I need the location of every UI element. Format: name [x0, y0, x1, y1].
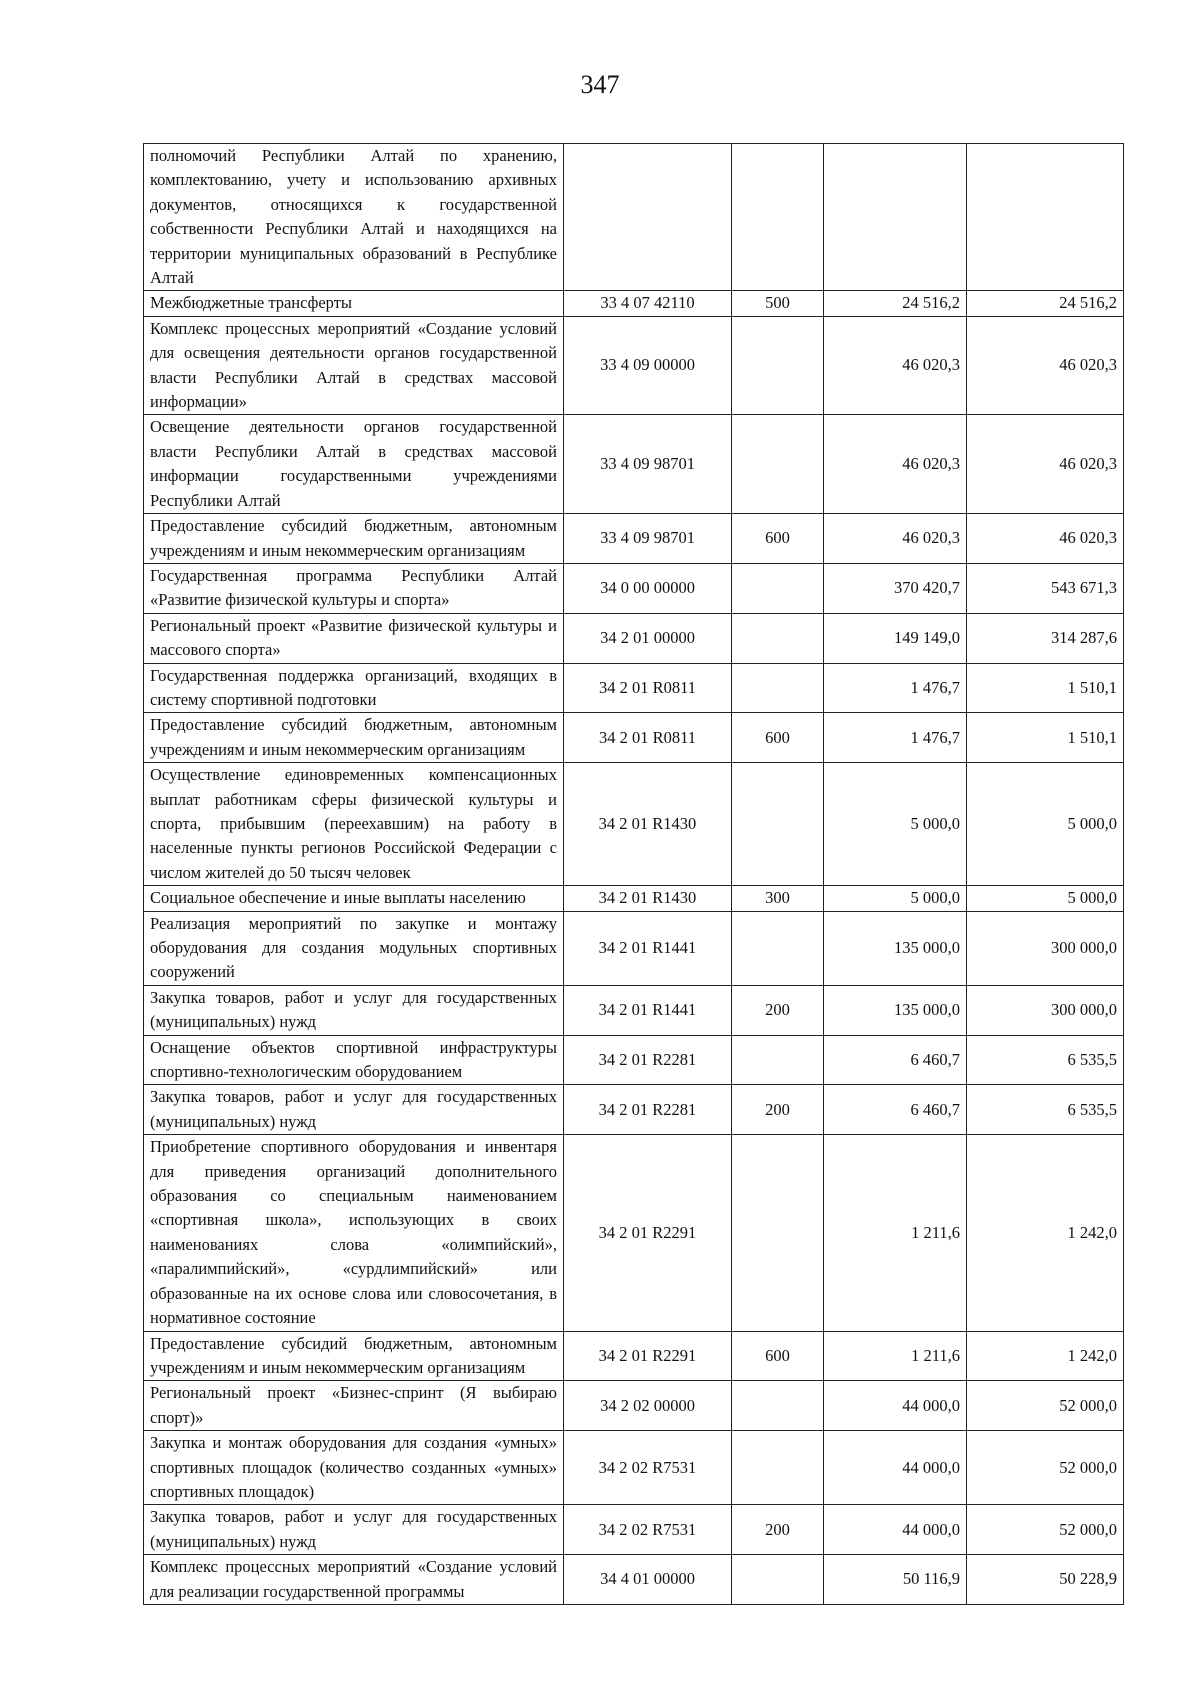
row-amount-year2-cell: 5 000,0: [967, 763, 1124, 886]
row-code-cell: 34 2 02 00000: [564, 1381, 732, 1431]
row-code-cell: 33 4 09 98701: [564, 514, 732, 564]
row-expense-type-cell: [732, 763, 824, 886]
row-name-cell: Оснащение объектов спортивной инфраструктуры спортивно-технологическим оборудованием: [144, 1035, 564, 1085]
row-amount-year2-cell: 314 287,6: [967, 613, 1124, 663]
row-amount-year1-cell: 24 516,2: [824, 291, 967, 316]
row-name-cell: Предоставление субсидий бюджетным, автономным учреждениям и иным некоммерческим организациям: [144, 1331, 564, 1381]
row-amount-year1-cell: 1 211,6: [824, 1331, 967, 1381]
table-row: [144, 291, 1124, 316]
row-name-cell: Государственная программа Республики Алтай «Развитие физической культуры и спорта»: [144, 563, 564, 613]
row-code-cell: 33 4 09 00000: [564, 316, 732, 415]
row-amount-year2-cell: 5 000,0: [967, 886, 1124, 911]
table-row: [144, 613, 1124, 663]
row-name-cell: Закупка товаров, работ и услуг для государственных (муниципальных) нужд: [144, 1505, 564, 1555]
table-row: [144, 563, 1124, 613]
row-expense-type-cell: 600: [732, 1331, 824, 1381]
row-code-cell: 34 2 01 R1441: [564, 911, 732, 985]
budget-table-body: [144, 144, 1124, 1605]
table-row: [144, 911, 1124, 985]
row-code-cell: 34 2 01 R2281: [564, 1085, 732, 1135]
row-amount-year1-cell: 135 000,0: [824, 911, 967, 985]
row-amount-year2-cell: [967, 144, 1124, 291]
row-name-cell: Осуществление единовременных компенсационных выплат работникам сферы физической культуры и спорта, прибывшим (переехавшим) на работу в населенные пункты регионов Российской Федерации с числом жителей до 50 тысяч человек: [144, 763, 564, 886]
row-expense-type-cell: 200: [732, 985, 824, 1035]
row-expense-type-cell: 300: [732, 886, 824, 911]
row-name-cell: Предоставление субсидий бюджетным, автономным учреждениям и иным некоммерческим организациям: [144, 514, 564, 564]
row-name-cell: Социальное обеспечение и иные выплаты населению: [144, 886, 564, 911]
row-amount-year2-cell: 46 020,3: [967, 514, 1124, 564]
row-expense-type-cell: [732, 663, 824, 713]
table-row: [144, 144, 1124, 291]
table-row: [144, 415, 1124, 514]
table-row: [144, 1431, 1124, 1505]
row-amount-year2-cell: 6 535,5: [967, 1085, 1124, 1135]
row-code-cell: 34 0 00 00000: [564, 563, 732, 613]
row-name-cell: Освещение деятельности органов государственной власти Республики Алтай в средствах массовой информации государственными учреждениями Республики Алтай: [144, 415, 564, 514]
row-code-cell: 34 2 01 R1430: [564, 763, 732, 886]
row-name-cell: Комплекс процессных мероприятий «Создание условий для освещения деятельности органов государственной власти Республики Алтай в средствах массовой информации»: [144, 316, 564, 415]
row-amount-year1-cell: 6 460,7: [824, 1085, 967, 1135]
row-amount-year2-cell: 52 000,0: [967, 1381, 1124, 1431]
row-amount-year1-cell: 44 000,0: [824, 1431, 967, 1505]
row-amount-year2-cell: 6 535,5: [967, 1035, 1124, 1085]
row-name-cell: Межбюджетные трансферты: [144, 291, 564, 316]
row-code-cell: 34 4 01 00000: [564, 1555, 732, 1605]
page-number: 347: [580, 70, 620, 99]
table-row: [144, 1381, 1124, 1431]
row-name-cell: Закупка и монтаж оборудования для создания «умных» спортивных площадок (количество созданных «умных» спортивных площадок): [144, 1431, 564, 1505]
table-row: [144, 1035, 1124, 1085]
row-code-cell: 34 2 02 R7531: [564, 1431, 732, 1505]
row-amount-year1-cell: 5 000,0: [824, 886, 967, 911]
row-expense-type-cell: 600: [732, 713, 824, 763]
row-expense-type-cell: [732, 1381, 824, 1431]
row-expense-type-cell: [732, 144, 824, 291]
row-code-cell: 34 2 01 R2291: [564, 1135, 732, 1331]
row-amount-year1-cell: 46 020,3: [824, 514, 967, 564]
row-code-cell: 34 2 01 R1430: [564, 886, 732, 911]
row-code-cell: 34 2 01 R2281: [564, 1035, 732, 1085]
row-expense-type-cell: 600: [732, 514, 824, 564]
row-name-cell: Государственная поддержка организаций, входящих в систему спортивной подготовки: [144, 663, 564, 713]
row-code-cell: 34 2 02 R7531: [564, 1505, 732, 1555]
table-row: [144, 886, 1124, 911]
row-amount-year2-cell: 46 020,3: [967, 316, 1124, 415]
row-amount-year2-cell: 52 000,0: [967, 1505, 1124, 1555]
row-name-cell: Реализация мероприятий по закупке и монтажу оборудования для создания модульных спортивных сооружений: [144, 911, 564, 985]
row-expense-type-cell: 200: [732, 1085, 824, 1135]
row-name-cell: Закупка товаров, работ и услуг для государственных (муниципальных) нужд: [144, 1085, 564, 1135]
row-amount-year1-cell: 1 211,6: [824, 1135, 967, 1331]
row-amount-year1-cell: 1 476,7: [824, 713, 967, 763]
row-expense-type-cell: 500: [732, 291, 824, 316]
row-name-cell: Закупка товаров, работ и услуг для государственных (муниципальных) нужд: [144, 985, 564, 1035]
row-amount-year1-cell: 44 000,0: [824, 1505, 967, 1555]
row-code-cell: 33 4 09 98701: [564, 415, 732, 514]
row-code-cell: 34 2 01 R0811: [564, 663, 732, 713]
row-amount-year1-cell: 50 116,9: [824, 1555, 967, 1605]
table-row: [144, 316, 1124, 415]
row-expense-type-cell: [732, 1135, 824, 1331]
row-amount-year1-cell: 5 000,0: [824, 763, 967, 886]
row-amount-year1-cell: 370 420,7: [824, 563, 967, 613]
row-expense-type-cell: [732, 1035, 824, 1085]
table-row: [144, 1085, 1124, 1135]
row-name-cell: Приобретение спортивного оборудования и инвентаря для приведения организаций дополнительного образования со специальным наименованием «спортивная школа», использующих в своих наименованиях слова «олимпийский», «паралимпийский», «сурдлимпийский» или образованные на их основе слова или словосочетания, в нормативное состояние: [144, 1135, 564, 1331]
row-amount-year1-cell: 135 000,0: [824, 985, 967, 1035]
row-name-cell: Региональный проект «Бизнес-спринт (Я выбираю спорт)»: [144, 1381, 564, 1431]
row-amount-year2-cell: 46 020,3: [967, 415, 1124, 514]
row-name-cell: полномочий Республики Алтай по хранению, комплектованию, учету и использованию архивных документов, относящихся к государственной собственности Республики Алтай и находящихся на территории муниципальных образований в Республике Алтай: [144, 144, 564, 291]
row-amount-year2-cell: 24 516,2: [967, 291, 1124, 316]
row-code-cell: 34 2 01 R2291: [564, 1331, 732, 1381]
row-amount-year1-cell: 6 460,7: [824, 1035, 967, 1085]
row-amount-year1-cell: 44 000,0: [824, 1381, 967, 1431]
row-amount-year1-cell: 46 020,3: [824, 415, 967, 514]
row-amount-year1-cell: 1 476,7: [824, 663, 967, 713]
row-amount-year2-cell: 1 510,1: [967, 663, 1124, 713]
table-row: [144, 1331, 1124, 1381]
budget-table: [143, 143, 1124, 1605]
table-row: [144, 514, 1124, 564]
row-expense-type-cell: [732, 613, 824, 663]
row-name-cell: Комплекс процессных мероприятий «Создание условий для реализации государственной программы: [144, 1555, 564, 1605]
row-code-cell: 34 2 01 R0811: [564, 713, 732, 763]
row-expense-type-cell: [732, 1431, 824, 1505]
row-expense-type-cell: [732, 911, 824, 985]
row-amount-year2-cell: 300 000,0: [967, 911, 1124, 985]
row-amount-year1-cell: 46 020,3: [824, 316, 967, 415]
table-row: [144, 985, 1124, 1035]
row-code-cell: 34 2 01 R1441: [564, 985, 732, 1035]
row-expense-type-cell: [732, 563, 824, 613]
row-amount-year1-cell: 149 149,0: [824, 613, 967, 663]
row-code-cell: [564, 144, 732, 291]
row-amount-year2-cell: 1 242,0: [967, 1135, 1124, 1331]
row-amount-year1-cell: [824, 144, 967, 291]
row-expense-type-cell: [732, 316, 824, 415]
row-amount-year2-cell: 1 242,0: [967, 1331, 1124, 1381]
row-name-cell: Региональный проект «Развитие физической культуры и массового спорта»: [144, 613, 564, 663]
row-amount-year2-cell: 300 000,0: [967, 985, 1124, 1035]
row-expense-type-cell: 200: [732, 1505, 824, 1555]
table-row: [144, 1505, 1124, 1555]
table-row: [144, 1555, 1124, 1605]
row-amount-year2-cell: 543 671,3: [967, 563, 1124, 613]
table-row: [144, 663, 1124, 713]
row-amount-year2-cell: 1 510,1: [967, 713, 1124, 763]
table-row: [144, 763, 1124, 886]
table-row: [144, 1135, 1124, 1331]
row-expense-type-cell: [732, 415, 824, 514]
row-code-cell: 34 2 01 00000: [564, 613, 732, 663]
row-expense-type-cell: [732, 1555, 824, 1605]
row-code-cell: 33 4 07 42110: [564, 291, 732, 316]
row-amount-year2-cell: 50 228,9: [967, 1555, 1124, 1605]
table-row: [144, 713, 1124, 763]
row-name-cell: Предоставление субсидий бюджетным, автономным учреждениям и иным некоммерческим организациям: [144, 713, 564, 763]
row-amount-year2-cell: 52 000,0: [967, 1431, 1124, 1505]
